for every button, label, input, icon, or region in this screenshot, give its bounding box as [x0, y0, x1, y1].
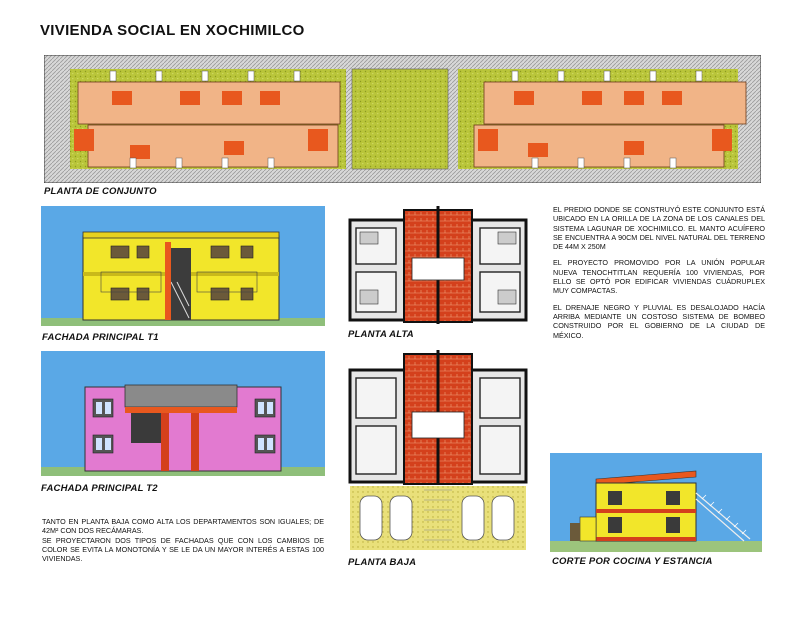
facade-t1: [41, 206, 325, 326]
ground-floor-plan: [346, 350, 530, 552]
upper-floor-plan: [346, 206, 530, 324]
site-plan-caption: PLANTA DE CONJUNTO: [44, 186, 157, 197]
project-description: [553, 205, 765, 347]
section-drawing: [550, 453, 762, 552]
project-notes: [42, 517, 324, 563]
description-program: EL PROYECTO PROMOVIDO POR LA UNIÓN POPULAR NUEVA TENOCHTITLAN REQUERÍA 100 VIVIENDAS, POR ELLO SE OPTÓ POR EDIFICAR VIVIENDAS CUÁDRUPLEX MUY COMPACTAS.: [553, 258, 765, 296]
facade-t2: [41, 351, 325, 476]
description-site: EL PREDIO DONDE SE CONSTRUYÓ ESTE CONJUNTO ESTÁ UBICADO EN LA ORILLA DE LA ZONA DE LOS CANALES DEL SISTEMA LAGUNAR DE XOCHIMILCO. EL MANTO ACUÍFERO SE ENCUENTRA A 90CM DEL NIVEL NATURAL DEL TERRENO DE 44M X 250M: [553, 205, 765, 252]
facade-t2-caption: FACHADA PRINCIPAL T2: [41, 483, 158, 494]
facade-t1-caption: FACHADA PRINCIPAL T1: [42, 332, 159, 343]
note-units: TANTO EN PLANTA BAJA COMO ALTA LOS DEPARTAMENTOS SON IGUALES; DE 42M² CON DOS RECÁMARAS.: [42, 517, 324, 536]
section-caption: CORTE POR COCINA Y ESTANCIA: [552, 556, 713, 567]
description-drainage: EL DRENAJE NEGRO Y PLUVIAL ES DESALOJADO HACÍA ARRIBA MEDIANTE UN COSTOSO SISTEMA DE BOMBEO CONSTRUIDO POR EL GOBIERNO DE LA CIUDAD DE MÉXICO.: [553, 302, 765, 340]
note-facades: SE PROYECTARON DOS TIPOS DE FACHADAS QUE CON LOS CAMBIOS DE COLOR SE EVITA LA MONOTONÍA Y SE LE DA UN MAYOR INTERÉS A ESTAS 100 VIVIENDAS.: [42, 535, 324, 564]
page-title: VIVIENDA SOCIAL EN XOCHIMILCO: [40, 22, 305, 39]
site-plan: [44, 55, 761, 183]
upper-floor-caption: PLANTA ALTA: [348, 329, 414, 340]
ground-floor-caption: PLANTA BAJA: [348, 557, 417, 568]
